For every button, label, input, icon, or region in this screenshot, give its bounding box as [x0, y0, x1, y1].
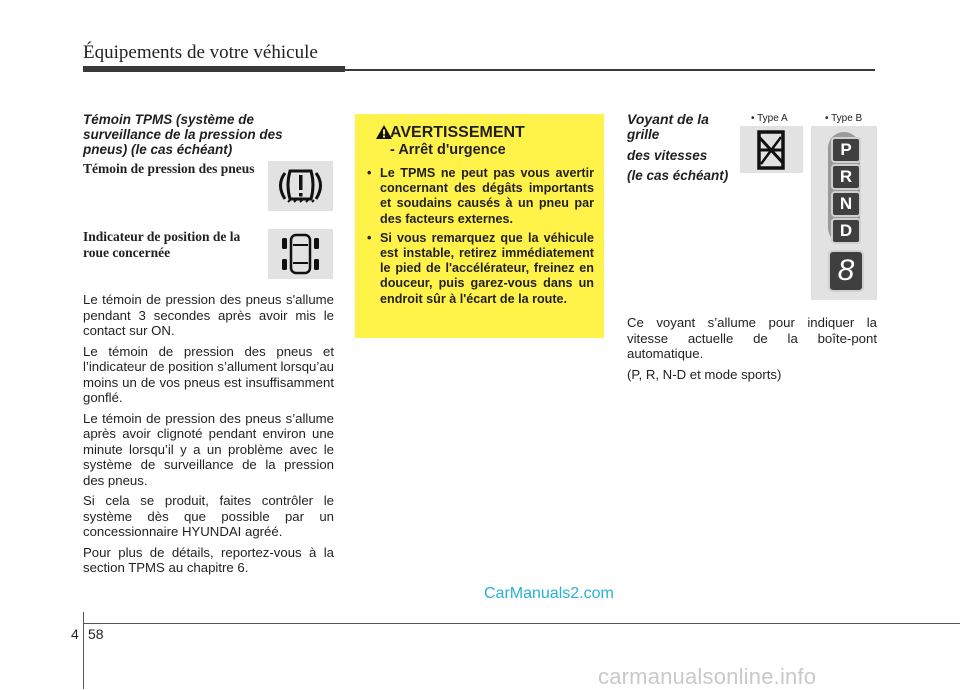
gear-digit-display: 8 [828, 250, 864, 292]
gear-letter: D [831, 218, 861, 244]
tpms-heading-line: surveillance de la pression des [83, 127, 283, 142]
gear-display-type-a-icon [740, 126, 803, 173]
tpms-heading-line: pneus) (le cas échéant) [83, 142, 233, 157]
header-rule [83, 66, 345, 72]
gear-letter: P [831, 137, 861, 163]
shift-indicator-description [627, 315, 877, 387]
tpms-heading-line: Témoin TPMS (système de [83, 112, 255, 127]
type-b-label: • Type B [825, 113, 863, 124]
warning-item: • Si vous remarquez que la véhicule est instable, retirez immédiatement le pied de l'accélérateur, freinez en douceur, puis garez-vous dans un endroit sûr à l'écart de la route. [367, 231, 594, 307]
position-label-line: roue concernée [83, 245, 171, 260]
gear-letter: R [831, 164, 861, 190]
warning-subtitle: - Arrêt d'urgence [390, 142, 506, 158]
chapter-number: 4 [71, 626, 79, 642]
warning-title: AVERTISSEMENT [390, 124, 525, 141]
warning-item: • Le TPMS ne peut pas vous avertir concernant des dégâts importants et soudains causés à un pneu par des facteurs externes. [367, 166, 594, 227]
shift-heading-line: des vitesses [627, 148, 708, 163]
paragraph: (P, R, N-D et mode sports) [627, 366, 782, 382]
paragraph: Pour plus de détails, reportez-vous à la section TPMS au chapitre 6. [83, 544, 334, 575]
pressure-label: Témoin de pression des pneus [83, 161, 255, 176]
gear-indicator-p [831, 137, 861, 163]
paragraph: Le témoin de pression des pneus s’allume après avoir clignoté pendant environ une minute lorsqu’il y a un problème avec le système de surveillance de la pression des pneus. [83, 410, 334, 488]
tire-pressure-warning-icon [268, 161, 333, 211]
footer-rule [83, 623, 960, 624]
gear-letter: N [831, 191, 861, 217]
gear-indicator-r [831, 164, 861, 190]
warning-box [355, 114, 604, 338]
position-label [83, 229, 263, 261]
page-number: 58 [88, 626, 104, 642]
gear-display-type-b [811, 126, 877, 300]
shift-heading-line: (le cas échéant) [627, 168, 729, 183]
shift-indicator-heading [627, 112, 737, 183]
type-a-label: • Type A [751, 113, 788, 124]
paragraph: Le témoin de pression des pneus et l’indicateur de position s’allument lorsqu’au moins un de vos pneus est insuffisamment gonflé. [83, 343, 334, 405]
paragraph: Le témoin de pression des pneus s'allume pendant 3 secondes après avoir mis le contact sur ON. [83, 292, 334, 338]
watermark-carmanualsonline[interactable]: carmanualsonline.info [598, 664, 817, 689]
tpms-description [83, 292, 334, 581]
warning-header [367, 124, 594, 158]
gear-indicator-d [831, 218, 861, 244]
warning-triangle-icon [375, 124, 393, 145]
gear-indicator-n [831, 191, 861, 217]
paragraph: Si cela se produit, faites contrôler le système dès que possible par un concessionnaire HYUNDAI agréé. [83, 493, 334, 539]
position-label-line: Indicateur de position de la [83, 229, 241, 244]
footer-divider [83, 612, 84, 689]
shift-heading-line: Voyant de la [627, 111, 709, 127]
warning-list [367, 166, 594, 307]
tpms-heading [83, 112, 333, 157]
paragraph: Ce voyant s’allume pour indiquer la vitesse actuelle de la boîte-pont automatique. [627, 315, 877, 361]
page-header-title: Équipements de votre véhicule [83, 42, 318, 63]
shift-heading-line: grille [627, 127, 660, 142]
tire-position-indicator-icon [268, 229, 333, 279]
watermark-carmanuals2[interactable]: CarManuals2.com [484, 585, 614, 602]
header-rule-thin [345, 69, 875, 71]
